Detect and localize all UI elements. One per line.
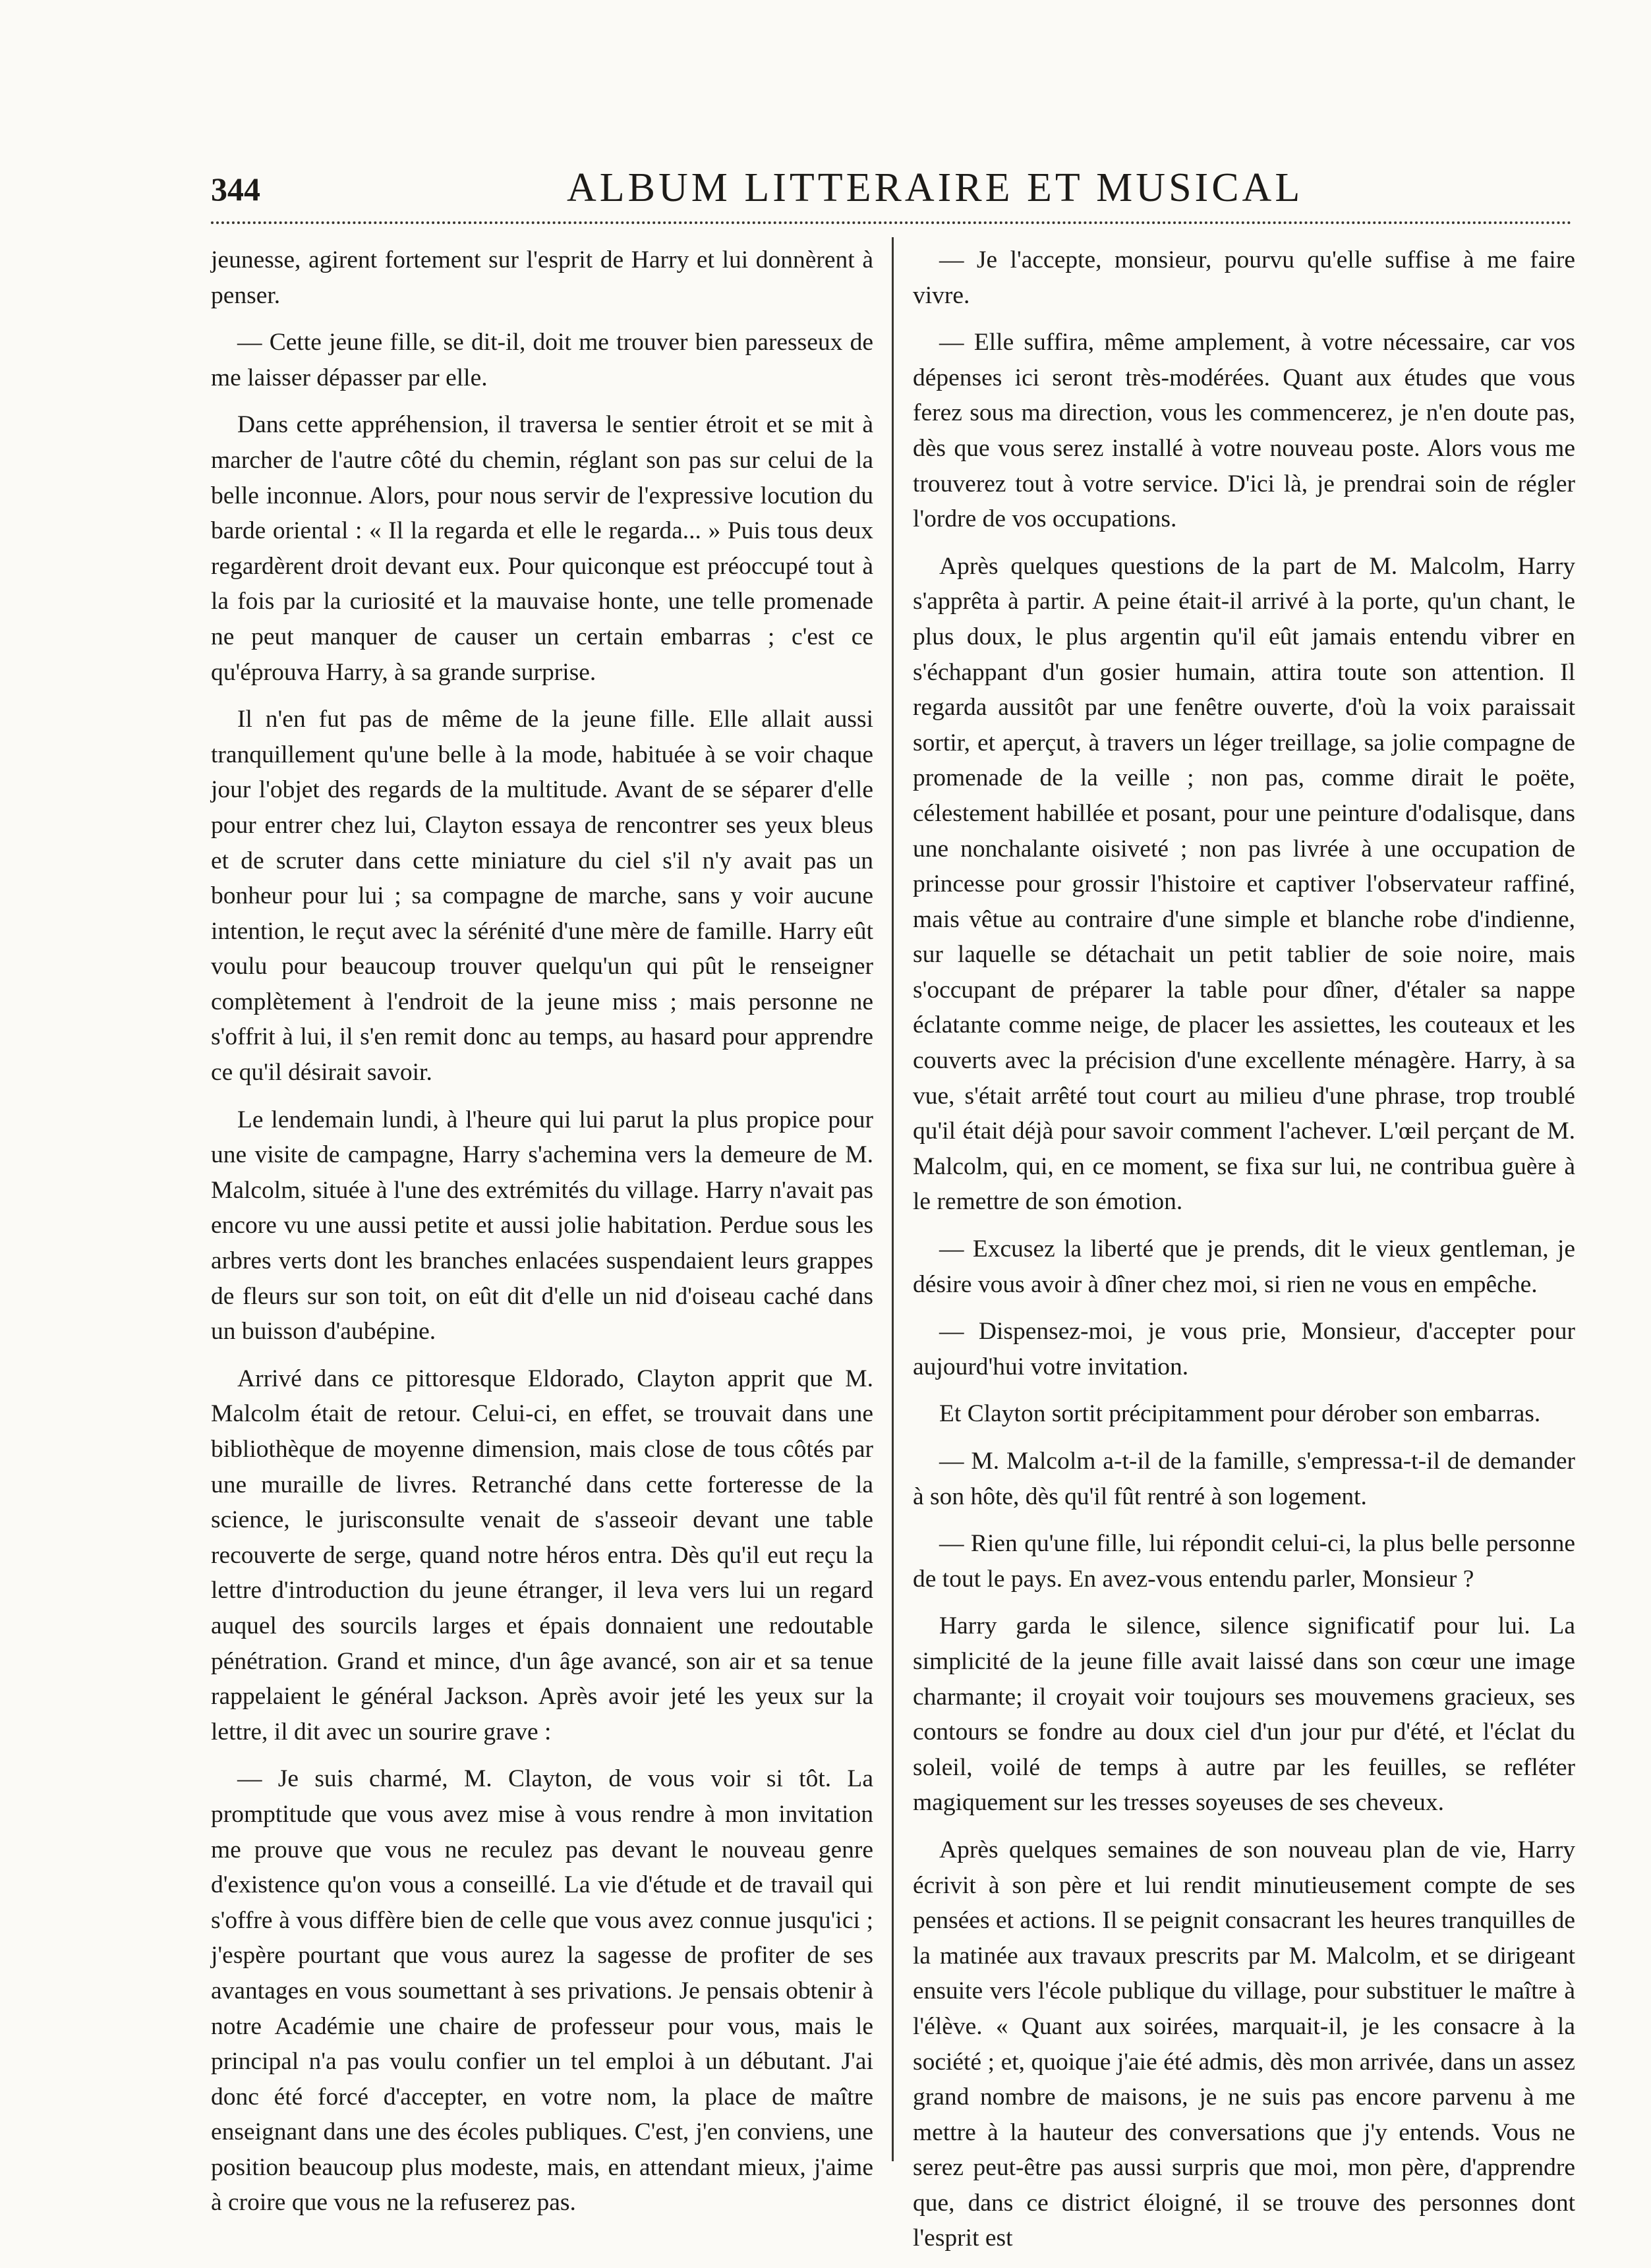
running-title: ALBUM LITTERAIRE ET MUSICAL	[567, 165, 1304, 210]
paragraph: — Cette jeune fille, se dit-il, doit me trouver bien paresseux de me laisser dépasser par elle.	[211, 329, 873, 391]
paragraph: Il n'en fut pas de même de la jeune fille. Elle allait aussi tranquillement qu'une belle à la mode, habituée à se voir chaque jour l'objet des regards de la multitude. Avant de se séparer d'elle pour entrer chez lui, Clayton essaya de rencontrer ses yeux bleus et de scruter dans cette miniature du ciel s'il n'y avait pas un bonheur pour lui ; sa compagne de marche, sans y voir aucune intention, le reçut avec la sérénité d'une mère de famille. Harry eût voulu pour beaucoup trouver quelqu'un qui pût le renseigner complètement à l'endroit de la jeune miss ; mais personne ne s'offrit à lui, il s'en remit donc au temps, au hasard pour apprendre ce qu'il désirait savoir.	[211, 706, 873, 1087]
paragraph: Le lendemain lundi, à l'heure qui lui parut la plus propice pour une visite de campagne, Harry s'achemina vers la demeure de M. Malcolm, située à l'une des extrémités du village. Harry n'avait pas encore vu une aussi petite et aussi jolie habitation. Perdue sous les arbres verts dont les branches enlacées suspendaient leurs grappes de fleurs sur son toit, on eût dit d'elle un nid d'oiseau caché dans un buisson d'aubépine.	[211, 1106, 873, 1346]
column-divider	[892, 237, 894, 2161]
paragraph: — Excusez la liberté que je prends, dit le vieux gentleman, je désire vous avoir à dîner chez moi, si rien ne vous en empêche.	[913, 1235, 1575, 1298]
paragraph: jeunesse, agirent fortement sur l'esprit de Harry et lui donnèrent à penser.	[211, 246, 873, 309]
header-rule	[211, 221, 1572, 224]
paragraph: — Dispensez-moi, je vous prie, Monsieur, d'accepter pour aujourd'hui votre invitation.	[913, 1318, 1575, 1380]
paragraph: — M. Malcolm a-t-il de la famille, s'empressa-t-il de demander à son hôte, dès qu'il fût rentré à son logement.	[913, 1448, 1575, 1510]
paragraph: Arrivé dans ce pittoresque Eldorado, Clayton apprit que M. Malcolm était de retour. Celui-ci, en effet, se trouvait dans une bibliothèque de moyenne dimension, mais close de tous côtés par une muraille de livres. Retranché dans cette forteresse de la science, le jurisconsulte venait de s'asseoir devant une table recouverte de serge, quand notre héros entra. Dès qu'il eut reçu la lettre d'introduction du jeune étranger, il leva vers lui un regard auquel des sourcils larges et épais donnaient une redoutable pénétration. Grand et mince, d'un âge avancé, son air et sa tenue rappelaient le général Jackson. Après avoir jeté les yeux sur la lettre, il dit avec un sourire grave :	[211, 1365, 873, 1745]
right-column	[913, 242, 1575, 2268]
paragraph: Dans cette appréhension, il traversa le sentier étroit et se mit à marcher de l'autre côté du chemin, réglant son pas sur celui de la belle inconnue. Alors, pour nous servir de l'expressive locution du barde oriental : « Il la regarda et elle le regarda... » Puis tous deux regardèrent droit devant eux. Pour quiconque est préoccupé tout à la fois par la curiosité et la mauvaise honte, une telle promenade ne peut manquer de causer un certain embarras ; c'est ce qu'éprouva Harry, à sa grande surprise.	[211, 411, 873, 686]
paragraph: — Je l'accepte, monsieur, pourvu qu'elle suffise à me faire vivre.	[913, 246, 1575, 309]
page-header	[211, 165, 1572, 217]
left-column	[211, 242, 873, 2232]
paragraph: Et Clayton sortit précipitamment pour dérober son embarras.	[939, 1400, 1541, 1428]
paragraph: — Je suis charmé, M. Clayton, de vous voir si tôt. La promptitude que vous avez mise à vous rendre à mon invitation me prouve que vous ne reculez pas devant le nouveau genre d'existence qu'on vous a conseillé. La vie d'étude et de travail qui s'offre à vous diffère bien de celle que vous avez connue jusqu'ici ; j'espère pourtant que vous aurez la sagesse de profiter de ses avantages en vous soumettant à ses privations. Je pensais obtenir à notre Académie une chaire de professeur pour vous, mais le principal n'a pas voulu confier un tel emploi à un débutant. J'ai donc été forcé d'accepter, en votre nom, la place de maître enseignant dans une des écoles publiques. C'est, j'en conviens, une position beaucoup plus modeste, mais, en attendant mieux, j'aime à croire que vous ne la refuserez pas.	[211, 1765, 873, 2217]
paragraph: Après quelques semaines de son nouveau plan de vie, Harry écrivit à son père et lui rendit minutieusement compte de ses pensées et actions. Il se peignit consacrant les heures tranquilles de la matinée aux travaux prescrits par M. Malcolm, et se dirigeant ensuite vers l'école publique du village, pour substituer le maître à l'élève. « Quant aux soirées, marquait-il, je les consacre à la société ; et, quoique j'aie été admis, dès mon arrivée, dans un assez grand nombre de maisons, je ne suis pas encore parvenu à me mettre à la hauteur des conversations que j'y entends. Vous ne serez peut-être pas aussi surpris que moi, mon père, d'apprendre que, dans ce district éloigné, il se trouve des personnes dont l'esprit est	[913, 1836, 1575, 2252]
paragraph: — Rien qu'une fille, lui répondit celui-ci, la plus belle personne de tout le pays. En avez-vous entendu parler, Monsieur ?	[913, 1530, 1575, 1593]
paragraph: Après quelques questions de la part de M. Malcolm, Harry s'apprêta à partir. A peine était-il arrivé à la porte, qu'un chant, le plus doux, le plus argentin qu'il eût jamais entendu vibrer en s'échappant d'un gosier humain, attira toute son attention. Il regarda aussitôt par une fenêtre ouverte, d'où la voix paraissait sortir, et aperçut, à travers un léger treillage, sa jolie compagne de promenade de la veille ; non pas, comme dirait le poëte, célestement habillée et posant, pour une peinture d'odalisque, dans une nonchalante oisiveté ; non pas livrée à une occupation de princesse pour grossir l'histoire et captiver l'observateur raffiné, mais vêtue au contraire d'une simple et blanche robe d'indienne, sur laquelle se détachait un petit tablier de soie noire, mais s'occupant de préparer la table pour dîner, d'étaler sa nappe éclatante comme neige, de placer les assiettes, les couteaux et les couverts avec la précision d'une excellente ménagère. Harry, à sa vue, s'était arrêté tout court au milieu d'une phrase, trop troublé qu'il était déjà pour savoir comment l'achever. L'œil perçant de M. Malcolm, qui, en ce moment, se fixa sur lui, ne contribua guère à le remettre de son émotion.	[913, 552, 1575, 1216]
page-number: 344	[211, 171, 260, 208]
paragraph: — Elle suffira, même amplement, à votre nécessaire, car vos dépenses ici seront très-modérées. Quant aux études que vous ferez sous ma direction, vous les commencerez, je n'en doute pas, dès que vous serez installé à votre nouveau poste. Alors vous me trouverez tout à votre service. D'ici là, je prendrai soin de régler l'ordre de vos occupations.	[913, 329, 1575, 533]
paragraph: Harry garda le silence, silence significatif pour lui. La simplicité de la jeune fille avait laissé dans son cœur une image charmante; il croyait voir toujours ses mouvemens gracieux, ses contours se fondre au doux ciel d'un jour pur d'été, et l'éclat du soleil, voilé de temps à autre par les feuilles, se refléter magiquement sur les tresses soyeuses de ses cheveux.	[913, 1612, 1575, 1817]
